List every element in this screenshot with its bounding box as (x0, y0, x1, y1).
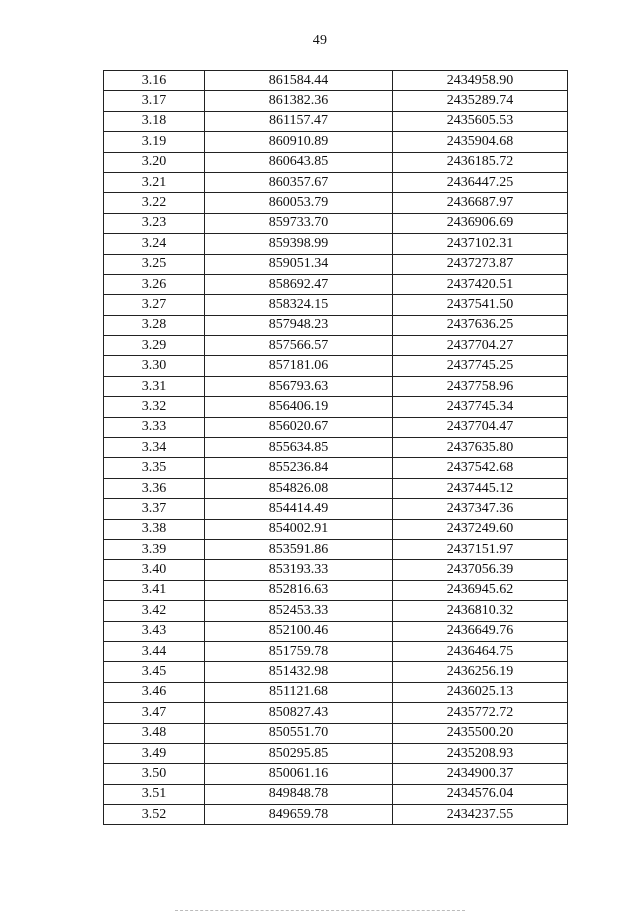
x-coordinate-cell: 858324.15 (205, 295, 393, 315)
x-coordinate-cell: 860357.67 (205, 172, 393, 192)
y-coordinate-cell: 2435605.53 (393, 111, 568, 131)
point-number-cell: 3.18 (104, 111, 205, 131)
y-coordinate-cell: 2436810.32 (393, 601, 568, 621)
point-number-cell: 3.49 (104, 743, 205, 763)
point-number-cell: 3.46 (104, 682, 205, 702)
x-coordinate-cell: 855634.85 (205, 438, 393, 458)
table-row (104, 703, 568, 723)
y-coordinate-cell: 2437745.25 (393, 356, 568, 376)
x-coordinate-cell: 861157.47 (205, 111, 393, 131)
x-coordinate-cell: 851432.98 (205, 662, 393, 682)
point-number-cell: 3.51 (104, 784, 205, 804)
point-number-cell: 3.29 (104, 336, 205, 356)
x-coordinate-cell: 854826.08 (205, 478, 393, 498)
point-number-cell: 3.34 (104, 438, 205, 458)
x-coordinate-cell: 855236.84 (205, 458, 393, 478)
table-row (104, 601, 568, 621)
point-number-cell: 3.44 (104, 641, 205, 661)
y-coordinate-cell: 2435500.20 (393, 723, 568, 743)
point-number-cell: 3.21 (104, 172, 205, 192)
y-coordinate-cell: 2434900.37 (393, 764, 568, 784)
x-coordinate-cell: 853193.33 (205, 560, 393, 580)
x-coordinate-cell: 850061.16 (205, 764, 393, 784)
x-coordinate-cell: 850295.85 (205, 743, 393, 763)
point-number-cell: 3.38 (104, 519, 205, 539)
x-coordinate-cell: 856020.67 (205, 417, 393, 437)
point-number-cell: 3.23 (104, 213, 205, 233)
point-number-cell: 3.45 (104, 662, 205, 682)
y-coordinate-cell: 2436025.13 (393, 682, 568, 702)
table-row (104, 152, 568, 172)
y-coordinate-cell: 2435772.72 (393, 703, 568, 723)
table-row (104, 336, 568, 356)
x-coordinate-cell: 854414.49 (205, 499, 393, 519)
table-row (104, 478, 568, 498)
table-row (104, 499, 568, 519)
point-number-cell: 3.25 (104, 254, 205, 274)
table-row (104, 254, 568, 274)
y-coordinate-cell: 2436185.72 (393, 152, 568, 172)
table-row (104, 111, 568, 131)
x-coordinate-cell: 861584.44 (205, 71, 393, 91)
point-number-cell: 3.27 (104, 295, 205, 315)
x-coordinate-cell: 857948.23 (205, 315, 393, 335)
x-coordinate-cell: 860643.85 (205, 152, 393, 172)
table-row (104, 458, 568, 478)
point-number-cell: 3.40 (104, 560, 205, 580)
x-coordinate-cell: 852100.46 (205, 621, 393, 641)
y-coordinate-cell: 2437151.97 (393, 539, 568, 559)
y-coordinate-cell: 2437102.31 (393, 234, 568, 254)
point-number-cell: 3.26 (104, 274, 205, 294)
point-number-cell: 3.41 (104, 580, 205, 600)
y-coordinate-cell: 2434958.90 (393, 71, 568, 91)
y-coordinate-cell: 2436447.25 (393, 172, 568, 192)
table-body (104, 71, 568, 825)
y-coordinate-cell: 2437704.27 (393, 336, 568, 356)
x-coordinate-cell: 854002.91 (205, 519, 393, 539)
table-row (104, 213, 568, 233)
x-coordinate-cell: 859051.34 (205, 254, 393, 274)
point-number-cell: 3.16 (104, 71, 205, 91)
y-coordinate-cell: 2436464.75 (393, 641, 568, 661)
y-coordinate-cell: 2436687.97 (393, 193, 568, 213)
point-number-cell: 3.43 (104, 621, 205, 641)
point-number-cell: 3.32 (104, 397, 205, 417)
table-row (104, 417, 568, 437)
point-number-cell: 3.19 (104, 132, 205, 152)
x-coordinate-cell: 852453.33 (205, 601, 393, 621)
table-row (104, 234, 568, 254)
x-coordinate-cell: 860053.79 (205, 193, 393, 213)
x-coordinate-cell: 853591.86 (205, 539, 393, 559)
point-number-cell: 3.42 (104, 601, 205, 621)
y-coordinate-cell: 2436906.69 (393, 213, 568, 233)
table-row (104, 91, 568, 111)
table-row (104, 71, 568, 91)
y-coordinate-cell: 2437273.87 (393, 254, 568, 274)
x-coordinate-cell: 851759.78 (205, 641, 393, 661)
table-row (104, 764, 568, 784)
y-coordinate-cell: 2437542.68 (393, 458, 568, 478)
table-row (104, 560, 568, 580)
x-coordinate-cell: 849659.78 (205, 805, 393, 825)
point-number-cell: 3.31 (104, 376, 205, 396)
point-number-cell: 3.50 (104, 764, 205, 784)
x-coordinate-cell: 861382.36 (205, 91, 393, 111)
page-number: 49 (312, 33, 328, 48)
y-coordinate-cell: 2436945.62 (393, 580, 568, 600)
table-row (104, 193, 568, 213)
point-number-cell: 3.22 (104, 193, 205, 213)
y-coordinate-cell: 2435289.74 (393, 91, 568, 111)
point-number-cell: 3.35 (104, 458, 205, 478)
coordinates-table (103, 70, 568, 825)
y-coordinate-cell: 2437636.25 (393, 315, 568, 335)
y-coordinate-cell: 2436256.19 (393, 662, 568, 682)
table-row (104, 376, 568, 396)
y-coordinate-cell: 2437745.34 (393, 397, 568, 417)
point-number-cell: 3.30 (104, 356, 205, 376)
y-coordinate-cell: 2434576.04 (393, 784, 568, 804)
table-row (104, 682, 568, 702)
x-coordinate-cell: 856406.19 (205, 397, 393, 417)
point-number-cell: 3.37 (104, 499, 205, 519)
table-row (104, 274, 568, 294)
table-row (104, 397, 568, 417)
y-coordinate-cell: 2434237.55 (393, 805, 568, 825)
y-coordinate-cell: 2437249.60 (393, 519, 568, 539)
point-number-cell: 3.48 (104, 723, 205, 743)
y-coordinate-cell: 2437420.51 (393, 274, 568, 294)
x-coordinate-cell: 857181.06 (205, 356, 393, 376)
y-coordinate-cell: 2437347.36 (393, 499, 568, 519)
y-coordinate-cell: 2437445.12 (393, 478, 568, 498)
y-coordinate-cell: 2435904.68 (393, 132, 568, 152)
x-coordinate-cell: 860910.89 (205, 132, 393, 152)
table-row (104, 295, 568, 315)
table-row (104, 438, 568, 458)
x-coordinate-cell: 858692.47 (205, 274, 393, 294)
table-row (104, 539, 568, 559)
table-row (104, 172, 568, 192)
y-coordinate-cell: 2435208.93 (393, 743, 568, 763)
x-coordinate-cell: 850827.43 (205, 703, 393, 723)
table-row (104, 356, 568, 376)
table-row (104, 662, 568, 682)
x-coordinate-cell: 851121.68 (205, 682, 393, 702)
x-coordinate-cell: 852816.63 (205, 580, 393, 600)
point-number-cell: 3.36 (104, 478, 205, 498)
point-number-cell: 3.33 (104, 417, 205, 437)
x-coordinate-cell: 849848.78 (205, 784, 393, 804)
point-number-cell: 3.47 (104, 703, 205, 723)
x-coordinate-cell: 850551.70 (205, 723, 393, 743)
y-coordinate-cell: 2437541.50 (393, 295, 568, 315)
x-coordinate-cell: 856793.63 (205, 376, 393, 396)
point-number-cell: 3.39 (104, 539, 205, 559)
table-row (104, 132, 568, 152)
y-coordinate-cell: 2437635.80 (393, 438, 568, 458)
point-number-cell: 3.17 (104, 91, 205, 111)
point-number-cell: 3.24 (104, 234, 205, 254)
page-bottom-rule (175, 910, 465, 911)
y-coordinate-cell: 2437758.96 (393, 376, 568, 396)
point-number-cell: 3.20 (104, 152, 205, 172)
point-number-cell: 3.28 (104, 315, 205, 335)
x-coordinate-cell: 859398.99 (205, 234, 393, 254)
x-coordinate-cell: 859733.70 (205, 213, 393, 233)
table-row (104, 784, 568, 804)
y-coordinate-cell: 2437056.39 (393, 560, 568, 580)
y-coordinate-cell: 2437704.47 (393, 417, 568, 437)
table-row (104, 519, 568, 539)
table-row (104, 641, 568, 661)
table-row (104, 743, 568, 763)
table-row (104, 805, 568, 825)
table-row (104, 315, 568, 335)
table-row (104, 621, 568, 641)
table-row (104, 723, 568, 743)
point-number-cell: 3.52 (104, 805, 205, 825)
table-row (104, 580, 568, 600)
x-coordinate-cell: 857566.57 (205, 336, 393, 356)
y-coordinate-cell: 2436649.76 (393, 621, 568, 641)
